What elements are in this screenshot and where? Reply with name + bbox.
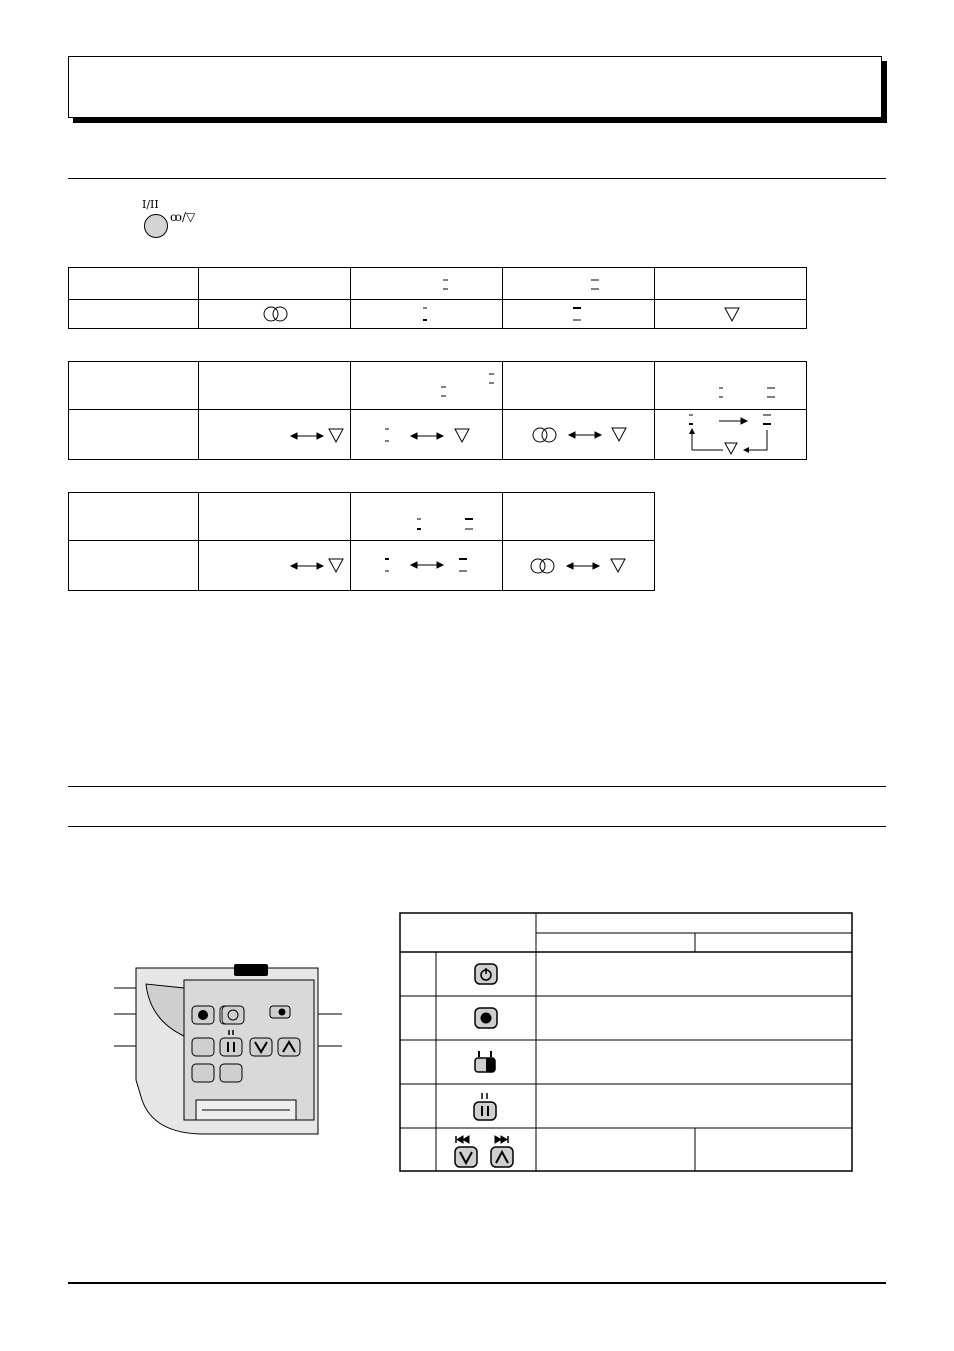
audio-button-label: I/II [142, 198, 159, 211]
t3-cell [199, 541, 351, 591]
bar-one-icon [385, 559, 389, 571]
remote-button-table [399, 912, 855, 1174]
tape-eject-icon [279, 1009, 286, 1016]
double-arrow-icon [719, 418, 747, 424]
t3-cell [199, 493, 351, 541]
bar-two-icon [763, 415, 771, 424]
section-rule-top [68, 178, 886, 179]
triangle-down-icon [455, 429, 469, 442]
t1-cell [199, 268, 351, 300]
double-arrow-icon [291, 433, 323, 439]
pause-icon [474, 1093, 496, 1120]
audio-table-3 [68, 492, 655, 591]
t1-cell [655, 300, 807, 329]
bar-two-icon [573, 308, 581, 320]
section-rule-mid-2 [68, 826, 886, 827]
audio-table-2 [68, 361, 807, 460]
t1-cell [655, 268, 807, 300]
bar-one-icon [417, 519, 421, 529]
t2-cell [655, 362, 807, 410]
triangle-down-icon [329, 429, 343, 442]
t2-cell [199, 410, 351, 460]
triangle-down-icon [725, 443, 737, 454]
bar-one-icon [443, 280, 448, 289]
triangle-down-icon [725, 308, 739, 321]
page-header-box [68, 56, 882, 118]
t2-cell [351, 410, 503, 460]
t2-cell [69, 362, 199, 410]
bar-one-icon [441, 374, 494, 396]
bar-one-icon [423, 308, 427, 320]
double-arrow-icon [567, 563, 599, 569]
t1-cell [69, 268, 199, 300]
t3-cell [503, 493, 655, 541]
double-arrow-icon [569, 432, 601, 438]
bar-one-icon [719, 388, 723, 397]
triangle-down-icon [611, 559, 625, 572]
t2-cell [351, 362, 503, 410]
tape-eject-icon [475, 1051, 495, 1072]
section-rule-mid-1 [68, 786, 886, 787]
t3-cell [351, 493, 503, 541]
t3-cell [69, 541, 199, 591]
double-arrow-icon [411, 433, 443, 439]
record-icon [198, 1010, 208, 1020]
bar-two-icon [767, 388, 775, 397]
stereo-rings-icon [533, 428, 556, 442]
stereo-rings-icon [531, 559, 554, 573]
t1-cell [351, 268, 503, 300]
audio-mode-label: ꝏ/▽ [170, 210, 196, 224]
t1-cell [351, 300, 503, 329]
bar-one-icon [385, 429, 389, 441]
stereo-rings-icon [264, 307, 287, 321]
t2-cell [503, 362, 655, 410]
t2-cell [503, 410, 655, 460]
footer-rule [68, 1282, 886, 1284]
t1-cell [199, 300, 351, 329]
t2-cell [69, 410, 199, 460]
audio-table-1 [68, 267, 807, 329]
t3-cell [503, 541, 655, 591]
bar-two-icon [591, 280, 599, 289]
skip-back-icon [456, 1136, 469, 1143]
top-key-icon [234, 964, 268, 976]
bar-two-icon [459, 559, 467, 571]
t1-cell [503, 268, 655, 300]
t3-cell [69, 493, 199, 541]
t2-cell [199, 362, 351, 410]
t2-cell [655, 410, 807, 460]
t1-cell [503, 300, 655, 329]
bar-two-icon [465, 519, 473, 529]
remote-control-illustration [84, 960, 348, 1136]
record-icon [481, 1013, 492, 1024]
bar-one-icon [689, 415, 693, 424]
audio-select-button[interactable] [144, 214, 168, 238]
double-arrow-icon [291, 563, 323, 569]
t1-cell [69, 300, 199, 329]
t3-cell [351, 541, 503, 591]
triangle-down-icon [329, 559, 343, 572]
double-arrow-icon [411, 562, 443, 568]
triangle-down-icon [612, 428, 626, 441]
skip-forward-icon [495, 1136, 508, 1143]
